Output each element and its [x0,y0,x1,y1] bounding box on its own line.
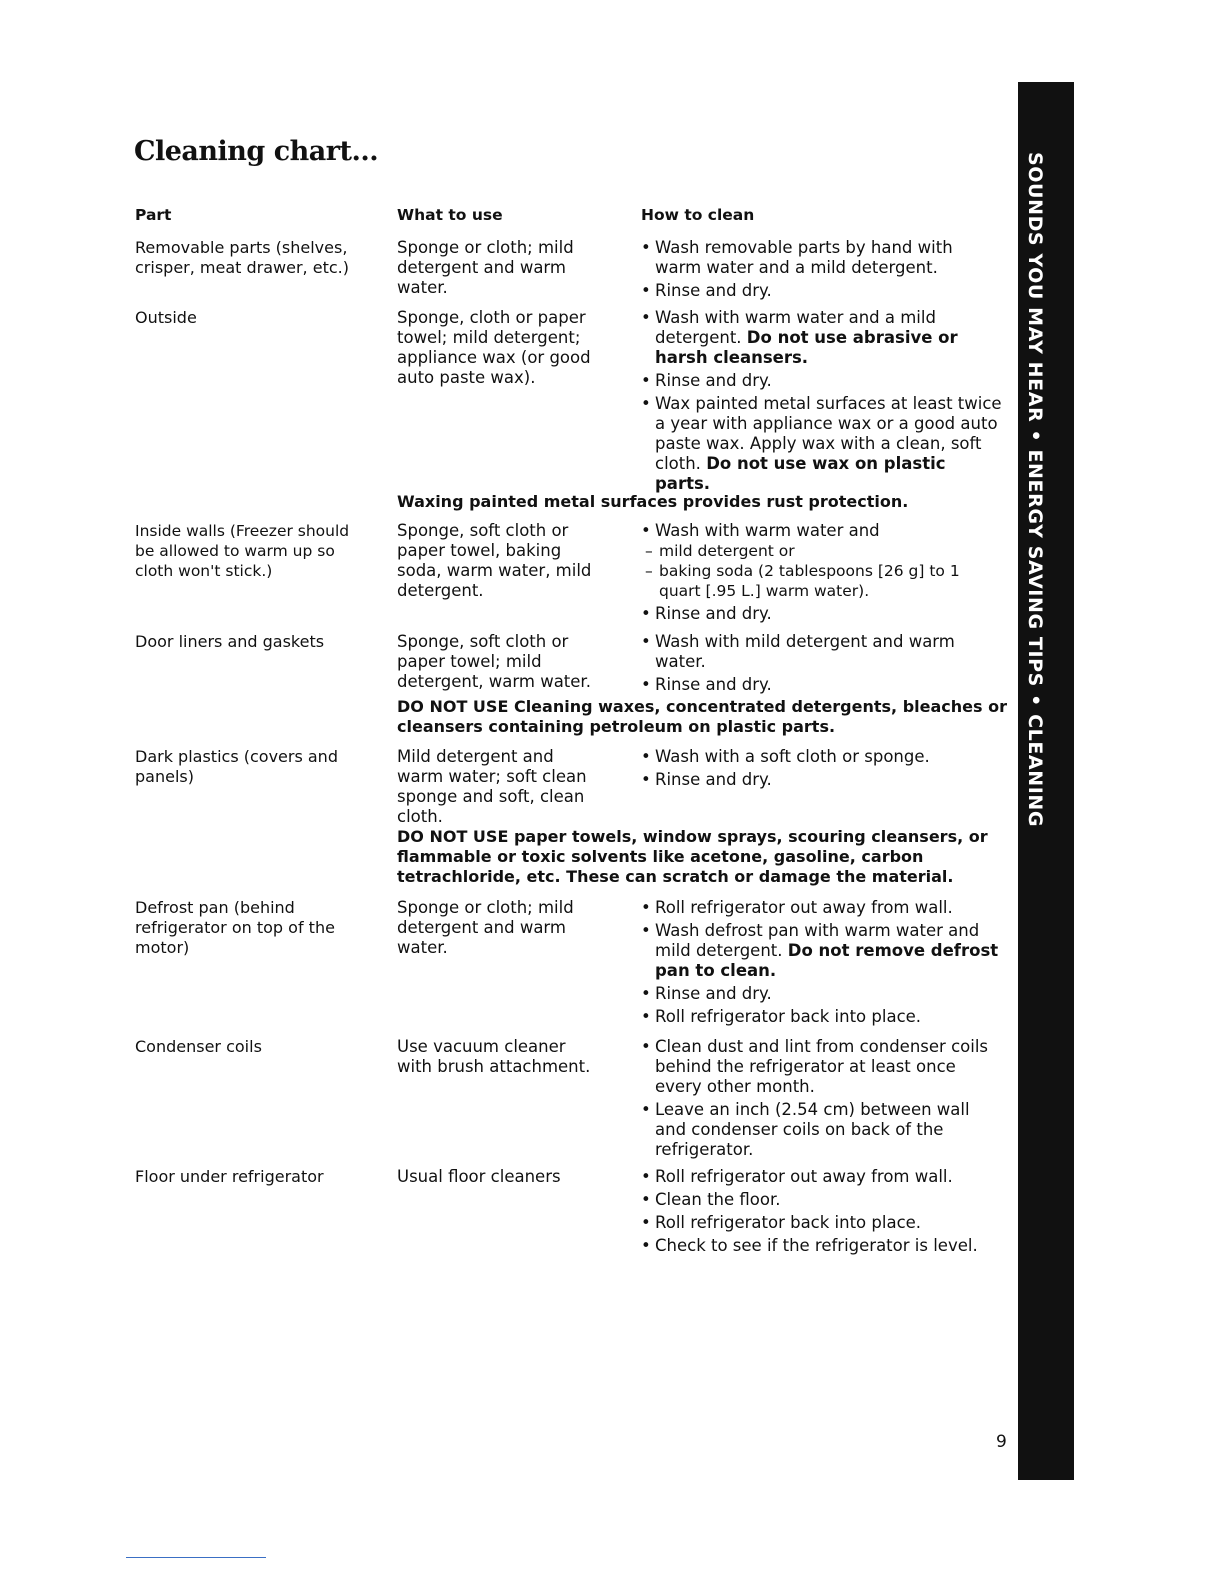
list-item: • Clean dust and lint from condenser coils behind the refrigerator at least once every other month. [641,1037,1003,1097]
what-to-use-cell: Sponge, soft cloth or paper towel; mild detergent, warm water. [397,632,591,691]
warning-text: Do not use abrasive or harsh cleansers. [655,328,958,367]
list-item: • Wash removable parts by hand with warm water and a mild detergent. [641,238,1003,278]
part-cell: Defrost pan (behind refrigerator on top of the motor) [135,898,335,957]
how-to-clean-cell [641,632,1003,698]
list-item: • Rinse and dry. [641,984,1003,1004]
part-cell: Removable parts (shelves, crisper, meat drawer, etc.) [135,238,349,277]
list-item: • Leave an inch (2.54 cm) between wall and condenser coils on back of the refrigerator. [641,1100,1003,1160]
list-item: • Wash defrost pan with warm water and mild detergent. Do not remove defrost pan to clean. [641,921,1003,981]
how-to-clean-cell [641,747,1003,793]
list-item: – mild detergent or [641,541,1003,561]
page-number: 9 [996,1432,1007,1452]
list-item: • Rinse and dry. [641,371,1003,391]
warning-note: DO NOT USE paper towels, window sprays, scouring cleansers, or flammable or toxic solvents like acetone, gasoline, carbon tetrachloride, etc. These can scratch or damage the material. [397,827,988,886]
column-header-what-to-use: What to use [397,206,503,224]
list-item: • Check to see if the refrigerator is level. [641,1236,1003,1256]
list-item: • Roll refrigerator out away from wall. [641,1167,1003,1187]
list-item: • Wash with a soft cloth or sponge. [641,747,1003,767]
list-item: • Rinse and dry. [641,770,1003,790]
warning-note: Waxing painted metal surfaces provides rust protection. [397,492,909,511]
part-cell: Condenser coils [135,1037,262,1056]
what-to-use-cell: Sponge or cloth; mild detergent and warm water. [397,238,574,297]
list-item: • Wash with warm water and a mild detergent. Do not use abrasive or harsh cleansers. [641,308,1003,368]
footer-rule [126,1557,266,1558]
sidebar-label: SOUNDS YOU MAY HEAR • ENERGY SAVING TIPS • CLEANING [1024,152,1046,828]
list-item: • Wax painted metal surfaces at least twice a year with appliance wax or a good auto paste wax. Apply wax with a clean, soft cloth. Do not use wax on plastic parts. [641,394,1003,494]
what-to-use-cell: Use vacuum cleaner with brush attachment. [397,1037,591,1076]
how-to-clean-cell [641,308,1003,497]
page-title: Cleaning chart... [134,136,379,167]
part-cell: Door liners and gaskets [135,632,325,651]
part-cell: Inside walls (Freezer should be allowed to warm up so cloth won't stick.) [135,522,350,580]
what-to-use-cell: Mild detergent and warm water; soft clean sponge and soft, clean cloth. [397,747,587,826]
what-to-use-cell: Sponge or cloth; mild detergent and warm water. [397,898,574,957]
list-item: • Roll refrigerator out away from wall. [641,898,1003,918]
list-item: • Wash with warm water and [641,521,1003,541]
column-header-how-to-clean: How to clean [641,206,755,224]
list-item: – baking soda (2 tablespoons [26 g] to 1 quart [.95 L.] warm water). [641,561,1003,601]
list-item: • Roll refrigerator back into place. [641,1007,1003,1027]
column-header-part: Part [135,206,172,224]
list-item: • Rinse and dry. [641,675,1003,695]
list-item: • Wash with mild detergent and warm water. [641,632,1003,672]
how-to-clean-cell [641,1167,1003,1259]
how-to-clean-cell [641,1037,1003,1163]
what-to-use-cell: Sponge, soft cloth or paper towel, baking soda, warm water, mild detergent. [397,521,592,600]
what-to-use-cell: Usual floor cleaners [397,1167,561,1186]
how-to-clean-cell [641,898,1003,1030]
how-to-clean-cell [641,238,1003,304]
list-item: • Rinse and dry. [641,281,1003,301]
warning-text: Do not remove defrost pan to clean. [655,941,999,980]
warning-text: Do not use wax on plastic parts. [655,454,946,493]
part-cell: Dark plastics (covers and panels) [135,747,338,786]
list-item: • Clean the floor. [641,1190,1003,1210]
part-cell: Floor under refrigerator [135,1167,324,1186]
warning-note: DO NOT USE Cleaning waxes, concentrated detergents, bleaches or cleansers containing petroleum on plastic parts. [397,697,1007,736]
how-to-clean-cell [641,521,1003,627]
list-item: • Roll refrigerator back into place. [641,1213,1003,1233]
list-item: • Rinse and dry. [641,604,1003,624]
part-cell: Outside [135,308,197,327]
what-to-use-cell: Sponge, cloth or paper towel; mild detergent; appliance wax (or good auto paste wax). [397,308,591,387]
